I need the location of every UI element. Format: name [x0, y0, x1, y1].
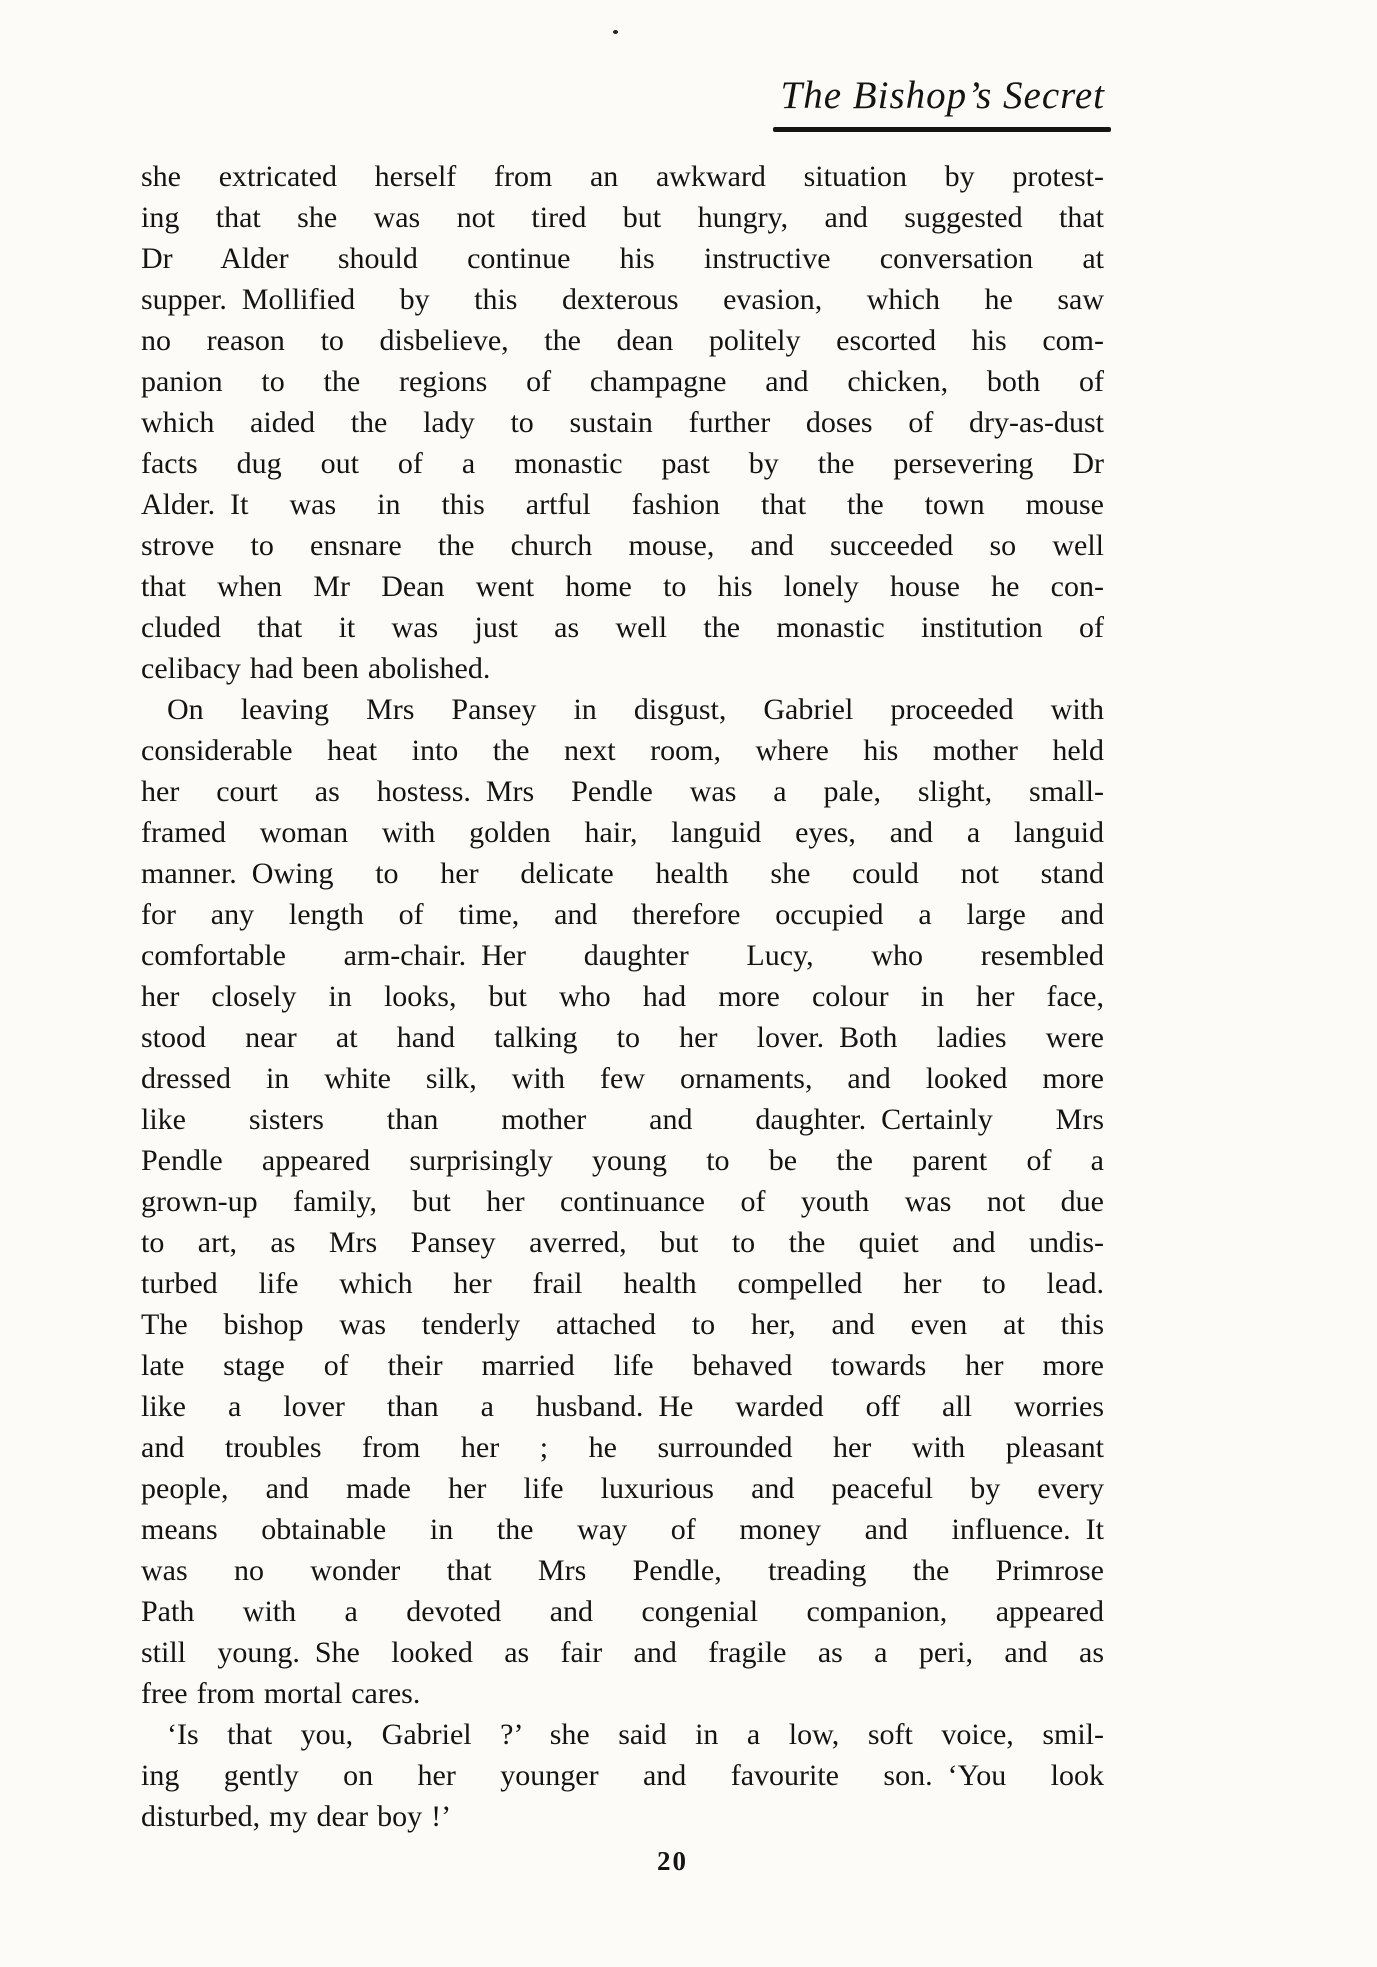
text-line: like sisters than mother and daughter. Certainly Mrs [141, 1103, 1104, 1136]
text-line: celibacy had been abolished. [141, 652, 491, 685]
text-line: The bishop was tenderly attached to her, and even at this [141, 1308, 1104, 1341]
text-line: ing that she was not tired but hungry, and suggested that [141, 201, 1104, 234]
text-line: for any length of time, and therefore occupied a large and [141, 898, 1104, 931]
text-line: facts dug out of a monastic past by the persevering Dr [141, 447, 1104, 480]
text-line: supper. Mollified by this dexterous evasion, which he saw [141, 283, 1104, 316]
text-line: considerable heat into the next room, where his mother held [141, 734, 1104, 767]
header-rule [773, 127, 1111, 132]
text-line: her closely in looks, but who had more colour in her face, [141, 980, 1104, 1013]
running-title: The Bishop’s Secret [780, 74, 1105, 117]
text-line: that when Mr Dean went home to his lonely house he con- [141, 570, 1104, 603]
scan-speck [613, 30, 618, 34]
text-line: stood near at hand talking to her lover. Both ladies were [141, 1021, 1104, 1054]
text-line: framed woman with golden hair, languid eyes, and a languid [141, 816, 1104, 849]
text-line: cluded that it was just as well the monastic institution of [141, 611, 1104, 644]
text-line: no reason to disbelieve, the dean politely escorted his com- [141, 324, 1104, 357]
text-line: Path with a devoted and congenial companion, appeared [141, 1595, 1104, 1628]
text-line: means obtainable in the way of money and influence. It [141, 1513, 1104, 1546]
text-line: comfortable arm-chair. Her daughter Lucy, who resembled [141, 939, 1104, 972]
text-line: free from mortal cares. [141, 1677, 421, 1710]
text-line: On leaving Mrs Pansey in disgust, Gabriel proceeded with [167, 693, 1104, 726]
text-line: Alder. It was in this artful fashion that the town mouse [141, 488, 1104, 521]
text-line: still young. She looked as fair and fragile as a peri, and as [141, 1636, 1104, 1669]
text-line: to art, as Mrs Pansey averred, but to the quiet and undis- [141, 1226, 1104, 1259]
text-line: which aided the lady to sustain further doses of dry-as-dust [141, 406, 1104, 439]
text-line: turbed life which her frail health compelled her to lead. [141, 1267, 1104, 1300]
text-line: panion to the regions of champagne and chicken, both of [141, 365, 1104, 398]
text-line: grown-up family, but her continuance of youth was not due [141, 1185, 1104, 1218]
text-line: and troubles from her ; he surrounded her with pleasant [141, 1431, 1104, 1464]
text-line: dressed in white silk, with few ornaments, and looked more [141, 1062, 1104, 1095]
text-line: strove to ensnare the church mouse, and succeeded so well [141, 529, 1104, 562]
text-line: late stage of their married life behaved towards her more [141, 1349, 1104, 1382]
text-line: Dr Alder should continue his instructive conversation at [141, 242, 1104, 275]
text-line: she extricated herself from an awkward situation by protest- [141, 160, 1104, 193]
text-line: ‘Is that you, Gabriel ?’ she said in a low, soft voice, smil- [167, 1718, 1104, 1751]
text-line: disturbed, my dear boy !’ [141, 1800, 452, 1833]
text-line: like a lover than a husband. He warded off all worries [141, 1390, 1104, 1423]
text-line: her court as hostess. Mrs Pendle was a pale, slight, small- [141, 775, 1104, 808]
page-body [141, 156, 1104, 1837]
text-line: manner. Owing to her delicate health she could not stand [141, 857, 1104, 890]
text-line: ing gently on her younger and favourite son. ‘You look [141, 1759, 1104, 1792]
page-number: 20 [657, 1846, 688, 1876]
text-line: people, and made her life luxurious and peaceful by every [141, 1472, 1104, 1505]
page-header [781, 74, 1105, 132]
text-line: Pendle appeared surprisingly young to be the parent of a [141, 1144, 1104, 1177]
text-line: was no wonder that Mrs Pendle, treading the Primrose [141, 1554, 1104, 1587]
